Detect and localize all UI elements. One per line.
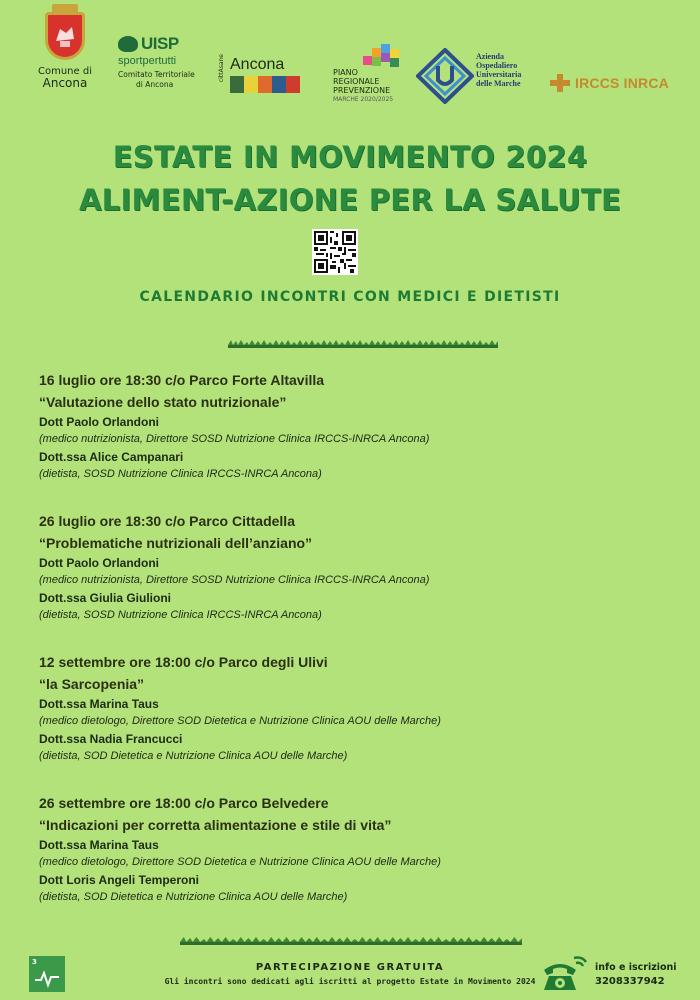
speaker-role: (medico nutrizionista, Direttore SOSD Nutrizione Clinica IRCCS-INRCA Ancona) — [39, 574, 430, 586]
cittadini-ancona-logo — [218, 50, 303, 96]
cittadini-vertical-text: cittAsane — [218, 54, 225, 83]
event-topic: “Valutazione dello stato nutrizionale” — [39, 394, 287, 410]
speaker-role: (dietista, SOSD Nutrizione Clinica IRCCS-INRCA Ancona) — [39, 468, 322, 480]
irccs-cross-icon — [550, 74, 570, 92]
uisp-name: UISP — [141, 34, 179, 53]
grass-divider-top — [228, 340, 498, 348]
speaker-name: Dott.ssa Nadia Francucci — [39, 732, 183, 746]
qr-code-icon[interactable] — [312, 229, 358, 275]
speaker-role: (dietista, SOD Dietetica e Nutrizione Clinica AOU delle Marche) — [39, 750, 348, 762]
event-2 — [39, 513, 679, 621]
uisp-tagline: sportpertutti — [118, 55, 177, 67]
irccs-inrca-logo — [550, 74, 670, 92]
piano-line-2: REGIONALE — [333, 77, 380, 86]
speaker-name: Dott Paolo Orlandoni — [39, 415, 159, 429]
ancona-caption-1: Comune di — [38, 66, 92, 77]
telephone-icon — [540, 952, 590, 994]
event-3 — [39, 654, 679, 762]
speaker-name: Dott.ssa Marina Taus — [39, 697, 159, 711]
event-when: 26 settembre ore 18:00 c/o Parco Belvedere — [39, 795, 329, 811]
speaker-role: (dietista, SOSD Nutrizione Clinica IRCCS-INRCA Ancona) — [39, 609, 322, 621]
calendar-subtitle: CALENDARIO INCONTRI CON MEDICI E DIETISTI — [139, 289, 561, 305]
phone-number[interactable]: 3208337942 — [595, 976, 665, 987]
headline-line-2: ALIMENT-AZIONE PER LA SALUTE — [78, 183, 622, 217]
info-label: info e iscrizioni — [595, 962, 677, 973]
event-topic: “la Sarcopenia” — [39, 676, 145, 692]
uisp-committee-line-1: Comitato Territoriale — [118, 70, 195, 79]
ancona-coat-of-arms-icon — [45, 12, 85, 60]
cittadini-title: Ancona — [230, 56, 285, 73]
logo-strip — [0, 0, 700, 110]
event-topic: “Problematiche nutrizionali dell’anziano” — [39, 535, 313, 551]
aou-diamond-icon — [416, 48, 474, 104]
event-4 — [39, 795, 679, 903]
piano-mosaic-icon — [359, 44, 399, 70]
aou-line-2: Ospedaliero — [476, 61, 518, 70]
uisp-committee-line-2: di Ancona — [136, 80, 174, 89]
uisp-runner-icon — [118, 36, 138, 52]
ancona-caption-2: Ancona — [42, 76, 88, 90]
event-1 — [39, 372, 679, 480]
event-topic: “Indicazioni per corretta alimentazione e stile di vita” — [39, 817, 392, 833]
participants-note: Gli incontri sono dedicati agli iscritti al progetto Estate in Movimento 2024 — [164, 977, 536, 986]
sdg-number: 3 — [32, 958, 37, 966]
speaker-name: Dott.ssa Marina Taus — [39, 838, 159, 852]
speaker-name: Dott Paolo Orlandoni — [39, 556, 159, 570]
info-block — [595, 962, 700, 987]
event-when: 26 luglio ore 18:30 c/o Parco Cittadella — [39, 513, 295, 529]
irccs-name: IRCCS INRCA — [575, 75, 669, 91]
aou-marche-logo — [416, 46, 544, 106]
speaker-role: (medico nutrizionista, Direttore SOSD Nutrizione Clinica IRCCS-INRCA Ancona) — [39, 433, 430, 445]
comune-ancona-logo — [30, 12, 100, 90]
cittadini-color-strip — [230, 76, 300, 93]
piano-line-1: PIANO — [333, 68, 358, 77]
speaker-name: Dott Loris Angeli Temperoni — [39, 873, 200, 887]
grass-divider-bottom — [180, 937, 522, 945]
speaker-role: (medico dietologo, Direttore SOD Dietetica e Nutrizione Clinica AOU delle Marche) — [39, 715, 441, 727]
speaker-name: Dott.ssa Giulia Giulioni — [39, 591, 172, 605]
headline-line-1: ESTATE IN MOVIMENTO 2024 — [112, 140, 588, 174]
speaker-role: (medico dietologo, Direttore SOD Dietetica e Nutrizione Clinica AOU delle Marche) — [39, 856, 441, 868]
aou-line-4: delle Marche — [476, 79, 521, 88]
aou-line-3: Universitaria — [476, 70, 522, 79]
aou-line-1: Azienda — [476, 52, 504, 61]
piano-line-3: PREVENZIONE — [333, 86, 391, 95]
event-when: 12 settembre ore 18:00 c/o Parco degli Ulivi — [39, 654, 328, 670]
free-participation-text: PARTECIPAZIONE GRATUITA — [255, 962, 445, 973]
speaker-role: (dietista, SOD Dietetica e Nutrizione Clinica AOU delle Marche) — [39, 891, 348, 903]
piano-line-4: MARCHE 2020/2025 — [333, 96, 394, 103]
event-when: 16 luglio ore 18:30 c/o Parco Forte Altavilla — [39, 372, 325, 388]
speaker-name: Dott.ssa Alice Campanari — [39, 450, 184, 464]
uisp-logo — [118, 34, 208, 90]
piano-regionale-logo — [333, 44, 413, 103]
